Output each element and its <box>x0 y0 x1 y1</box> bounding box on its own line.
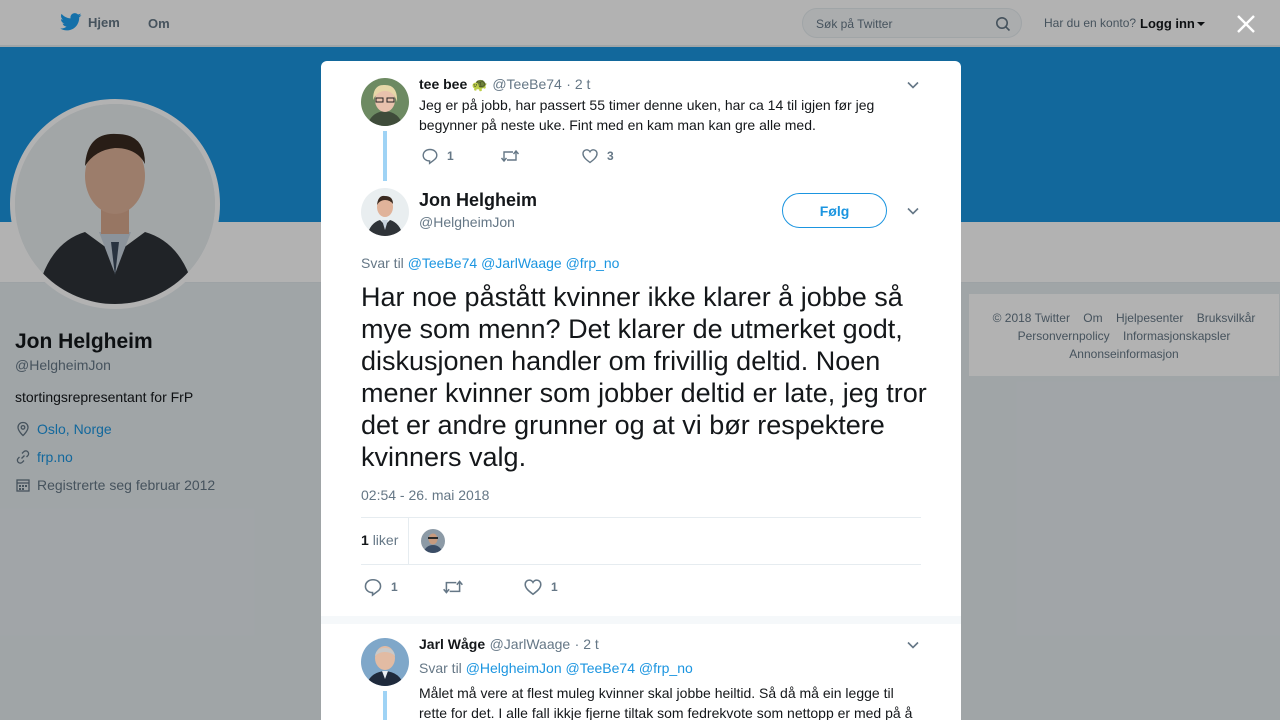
reply-button[interactable] <box>363 577 398 597</box>
heart-icon <box>581 147 599 165</box>
liker-photo <box>421 529 445 553</box>
section-separator <box>321 616 961 624</box>
like-button[interactable] <box>581 147 614 165</box>
retweet-button[interactable] <box>500 147 528 165</box>
nav-about[interactable]: Om <box>148 16 170 31</box>
avatar[interactable] <box>361 188 409 236</box>
footer-link-about[interactable]: Om <box>1083 311 1103 325</box>
reply-to-label: Svar til <box>361 255 404 271</box>
turtle-emoji: 🐢 <box>471 77 488 92</box>
footer-link-terms[interactable]: Bruksvilkår <box>1196 311 1256 325</box>
mention-link[interactable]: @TeeBe74 <box>407 255 478 271</box>
account-question: Har du en konto? <box>1044 16 1137 30</box>
tweet-author-name[interactable]: tee bee <box>419 76 468 92</box>
reply-icon <box>421 147 439 165</box>
parent-tweet-header <box>419 76 590 94</box>
like-count: 3 <box>607 149 614 163</box>
website-text: frp.no <box>37 449 73 465</box>
like-button[interactable] <box>523 577 558 597</box>
avatar-photo-jarl <box>361 638 409 686</box>
tweet-author-handle[interactable]: @TeeBe74 <box>492 76 562 92</box>
reply-tweet-text: Målet må vere at flest muleg kvinner skal jobbe heiltid. Så då må ein legge til rette for det. I alle fall ikkje fjerne tiltak som fedrekvote som nettopp er med på å <box>419 685 913 720</box>
reply-tweet-header <box>419 636 599 654</box>
tweet-time[interactable]: · 2 t <box>566 76 591 92</box>
reply-icon <box>363 577 383 597</box>
avatar[interactable] <box>361 638 409 686</box>
retweet-icon <box>500 147 520 165</box>
tweet-modal <box>321 61 961 720</box>
reply-count: 1 <box>447 149 454 163</box>
divider <box>361 517 921 518</box>
main-tweet-author-name[interactable]: Jon Helgheim <box>419 190 538 210</box>
avatar[interactable] <box>361 78 409 126</box>
footer-link-cookies[interactable]: Informasjonskapsler <box>1123 329 1231 343</box>
reply-count: 1 <box>391 580 398 594</box>
footer-link-privacy[interactable]: Personvernpolicy <box>1017 329 1110 343</box>
chevron-down-icon[interactable] <box>906 204 920 218</box>
reply-button[interactable] <box>421 147 454 165</box>
liker-avatar[interactable] <box>421 529 445 553</box>
mention-link[interactable]: @frp_no <box>565 255 620 271</box>
likes-number: 1 <box>361 532 369 548</box>
tweet-author-name[interactable]: Jarl Wåge <box>419 636 486 652</box>
likes-word: liker <box>372 532 399 548</box>
retweet-icon <box>442 577 464 597</box>
main-tweet-text: Har noe påstått kvinner ikke klarer å jobbe så mye som menn? Det klarer de utmerket godt, diskusjonen handler om frivillig deltid. Noen mener kvinner som jobber deltid er late, jeg tror det er andre grunner og at vi bør respektere kvinners valg. <box>361 282 927 472</box>
tweet-author-handle[interactable]: @JarlWaage <box>489 636 571 652</box>
footer-link-help[interactable]: Hjelpesenter <box>1115 311 1184 325</box>
likes-stat[interactable] <box>361 532 398 548</box>
login-button[interactable]: Logg inn <box>1140 16 1195 31</box>
avatar-photo-teebee <box>361 78 409 126</box>
retweet-button[interactable] <box>442 577 472 597</box>
like-count: 1 <box>551 580 558 594</box>
reply-context <box>419 660 693 676</box>
main-tweet-author-handle[interactable]: @HelgheimJon <box>419 214 515 230</box>
heart-icon <box>523 577 543 597</box>
search-placeholder: Søk på Twitter <box>816 17 893 31</box>
location-text: Oslo, Norge <box>37 421 112 437</box>
thread-connector <box>383 691 387 720</box>
profile-bio: stortingsrepresentant for FrP <box>15 389 194 405</box>
reply-to-label: Svar til <box>419 660 462 676</box>
follow-button[interactable]: Følg <box>782 193 887 228</box>
mention-link[interactable]: @TeeBe74 <box>565 660 635 676</box>
mention-link[interactable]: @HelgheimJon <box>465 660 562 676</box>
avatar-photo-helgheim <box>361 188 409 236</box>
mention-link[interactable]: @JarlWaage <box>481 255 562 271</box>
stat-divider <box>408 518 409 565</box>
footer-copyright: © 2018 Twitter <box>992 311 1070 325</box>
close-icon[interactable] <box>1234 12 1258 36</box>
thread-connector <box>383 131 387 181</box>
profile-handle: @HelgheimJon <box>15 357 111 373</box>
joined-text: Registrerte seg februar 2012 <box>37 477 216 493</box>
mention-link[interactable]: @frp_no <box>638 660 693 676</box>
nav-home-label: Hjem <box>88 14 120 30</box>
divider <box>361 564 921 565</box>
parent-tweet-text: Jeg er på jobb, har passert 55 timer denne uken, har ca 14 til igjen før jeg begynner på neste uke. Fint med en kam man kan gre alle med. <box>419 97 875 133</box>
reply-context <box>361 255 619 271</box>
chevron-down-icon[interactable] <box>906 78 920 92</box>
chevron-down-icon[interactable] <box>906 638 920 652</box>
profile-name: Jon Helgheim <box>15 330 153 353</box>
tweet-timestamp[interactable]: 02:54 - 26. mai 2018 <box>361 487 490 503</box>
tweet-time[interactable]: · 2 t <box>574 636 599 652</box>
footer-link-ads[interactable]: Annonseinformasjon <box>1069 347 1179 361</box>
